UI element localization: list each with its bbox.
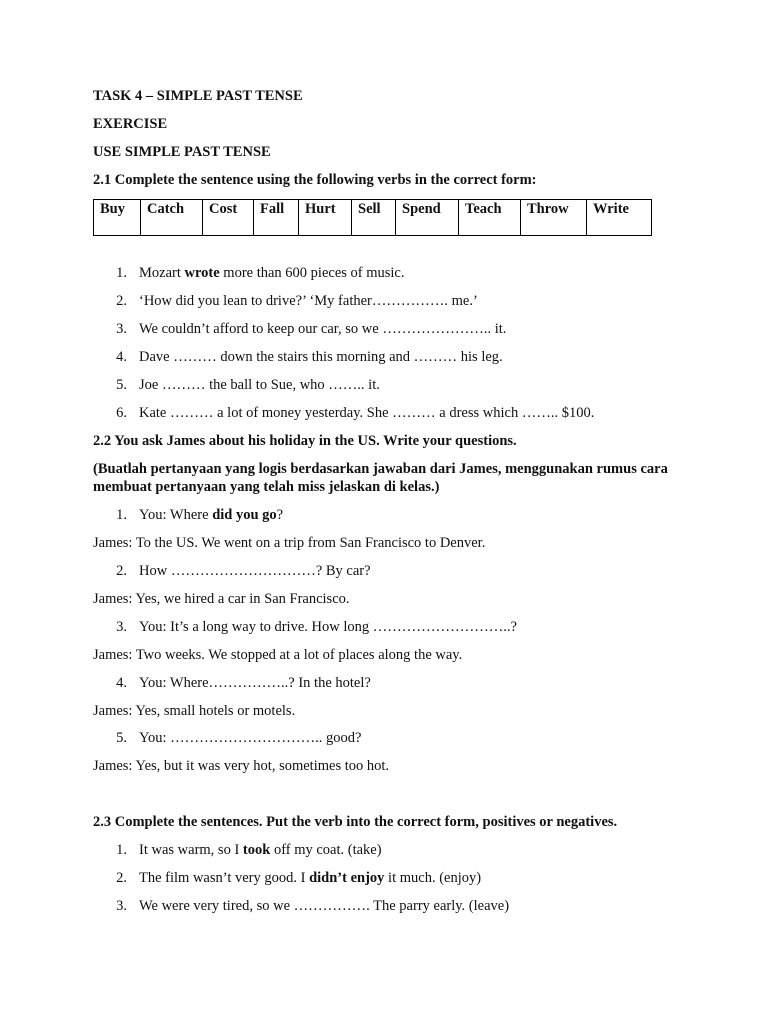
verb-cell: Throw [521, 200, 587, 236]
instruction-heading: USE SIMPLE PAST TENSE [93, 144, 271, 160]
item-number: 6. [116, 405, 127, 421]
question-item: You: Where……………..? In the hotel? [139, 675, 371, 691]
item-number: 2. [116, 563, 127, 579]
item-number: 3. [116, 898, 127, 914]
item-number: 4. [116, 349, 127, 365]
answer-line: James: Yes, small hotels or motels. [93, 703, 296, 719]
list-item: We couldn’t afford to keep our car, so we ………………….. it. [139, 321, 507, 337]
verb-cell: Hurt [299, 200, 352, 236]
task-title: TASK 4 – SIMPLE PAST TENSE [93, 88, 303, 104]
item-number: 2. [116, 870, 127, 886]
list-item: Kate ……… a lot of money yesterday. She ……… a dress which …….. $100. [139, 405, 595, 421]
list-item: ‘How did you lean to drive?’ ‘My father……………. me.’ [139, 293, 478, 309]
item-number: 3. [116, 321, 127, 337]
item-number: 5. [116, 730, 127, 746]
item-number: 1. [116, 265, 127, 281]
section-2-1-title: 2.1 Complete the sentence using the following verbs in the correct form: [93, 172, 537, 188]
exercise-heading: EXERCISE [93, 116, 168, 132]
section-2-2-note: (Buatlah pertanyaan yang logis berdasarkan jawaban dari James, menggunakan rumus cara membuat pertanyaan yang telah miss jelaskan di kelas.) [93, 461, 668, 495]
verb-cell: Buy [94, 200, 141, 236]
list-item: Joe ……… the ball to Sue, who …….. it. [139, 377, 380, 393]
answer-line: James: Yes, but it was very hot, sometimes too hot. [93, 758, 390, 774]
item-number: 4. [116, 675, 127, 691]
verb-cell: Cost [203, 200, 254, 236]
answer-line: James: Yes, we hired a car in San Francisco. [93, 591, 350, 607]
item-number: 3. [116, 619, 127, 635]
list-item: It was warm, so I took off my coat. (take) [139, 842, 382, 858]
list-item: The film wasn’t very good. I didn’t enjoy it much. (enjoy) [139, 870, 482, 886]
verb-table [93, 199, 652, 236]
question-item: You: ………………………….. good? [139, 730, 362, 746]
question-item: You: Where did you go? [139, 507, 284, 523]
section-2-2-title: 2.2 You ask James about his holiday in the US. Write your questions. [93, 433, 517, 449]
answer-line: James: Two weeks. We stopped at a lot of places along the way. [93, 647, 463, 663]
verb-cell: Spend [396, 200, 459, 236]
question-item: You: It’s a long way to drive. How long ………………………..? [139, 619, 517, 635]
item-number: 2. [116, 293, 127, 309]
list-item: Mozart wrote more than 600 pieces of music. [139, 265, 405, 281]
verb-cell: Fall [254, 200, 299, 236]
list-item: Dave ……… down the stairs this morning and ……… his leg. [139, 349, 503, 365]
verb-cell: Write [587, 200, 652, 236]
verb-cell: Sell [352, 200, 396, 236]
verb-cell: Teach [459, 200, 521, 236]
item-number: 1. [116, 507, 127, 523]
section-2-3-title: 2.3 Complete the sentences. Put the verb into the correct form, positives or negatives. [93, 814, 618, 830]
item-number: 1. [116, 842, 127, 858]
answer-line: James: To the US. We went on a trip from San Francisco to Denver. [93, 535, 486, 551]
verb-row [94, 200, 652, 236]
item-number: 5. [116, 377, 127, 393]
list-item: We were very tired, so we ……………. The parry early. (leave) [139, 898, 510, 914]
question-item: How …………………………? By car? [139, 563, 371, 579]
verb-cell: Catch [141, 200, 203, 236]
